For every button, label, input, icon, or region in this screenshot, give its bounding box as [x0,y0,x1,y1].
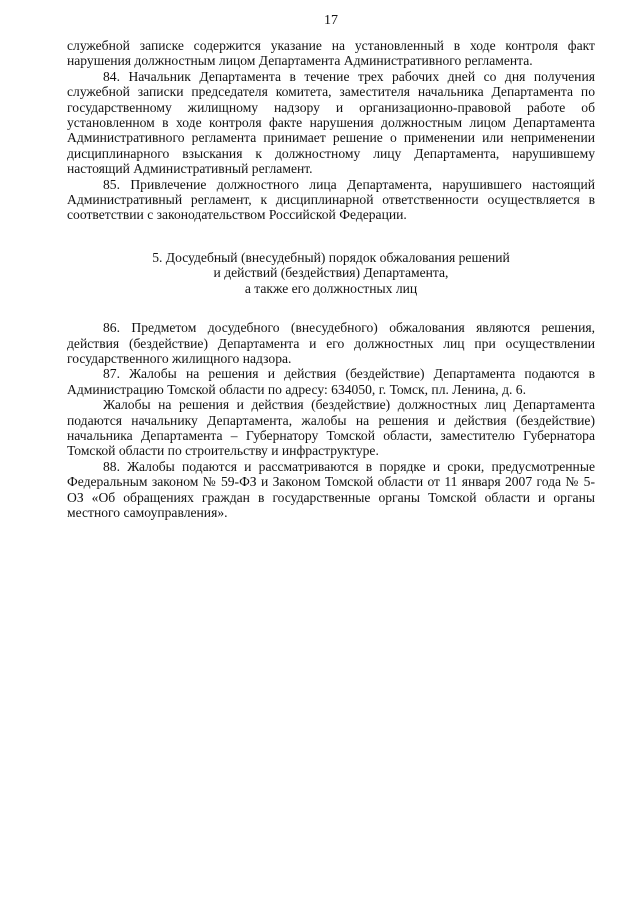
document-page [67,12,595,520]
paragraph-88: 88. Жалобы подаются и рассматриваются в порядке и сроки, предусмотренные Федеральным законом № 59-ФЗ и Законом Томской области от 11 января 2007 года № 5-ОЗ «Об обращениях граждан в государственные органы Томской области и органы местного самоуправления». [67,458,595,520]
section-heading-line-2: и действий (бездействия) Департамента, [213,265,449,281]
section-heading [67,250,595,296]
paragraph-continuation: служебной записке содержится указание на установленный в ходе контроля факт нарушения должностным лицом Департамента Административного регламента. [67,38,595,69]
paragraph-87: 87. Жалобы на решения и действия (бездействие) Департамента подаются в Администрацию Томской области по адресу: 634050, г. Томск, пл. Ленина, д. 6. [67,366,595,397]
section-heading-line-1: 5. Досудебный (внесудебный) порядок обжалования решений [152,249,510,265]
paragraph-85: 85. Привлечение должностного лица Департамента, нарушившего настоящий Административный регламент, к дисциплинарной ответственности осуществляется в соответствии с законодательством Российской Федерации. [67,176,595,223]
page-number: 17 [324,13,338,28]
paragraph-86: 86. Предметом досудебного (внесудебного) обжалования являются решения, действия (бездействие) Департамента и его должностных лиц при осуществлении государственного жилищного надзора. [67,320,595,366]
paragraph-87-continued: Жалобы на решения и действия (бездействие) должностных лиц Департамента подаются начальнику Департамента, жалобы на решения и действия (бездействие) начальника Департамента – Губернатору Томской области, заместителю Губернатора Томской области по строительству и инфраструктуре. [67,397,595,459]
paragraph-84: 84. Начальник Департамента в течение трех рабочих дней со дня получения служебной записки председателя комитета, заместителя начальника Департамента по государственному жилищному надзору и организационно-правовой работе об установленном в ходе контроля факте нарушения должностным лицом Департамента Административного регламента принимает решение о применении или неприменении дисциплинарного взыскания к должностному лицу Департамента, нарушившему настоящий Административный регламент. [67,68,595,177]
section-heading-line-3: а также его должностных лиц [244,280,418,296]
